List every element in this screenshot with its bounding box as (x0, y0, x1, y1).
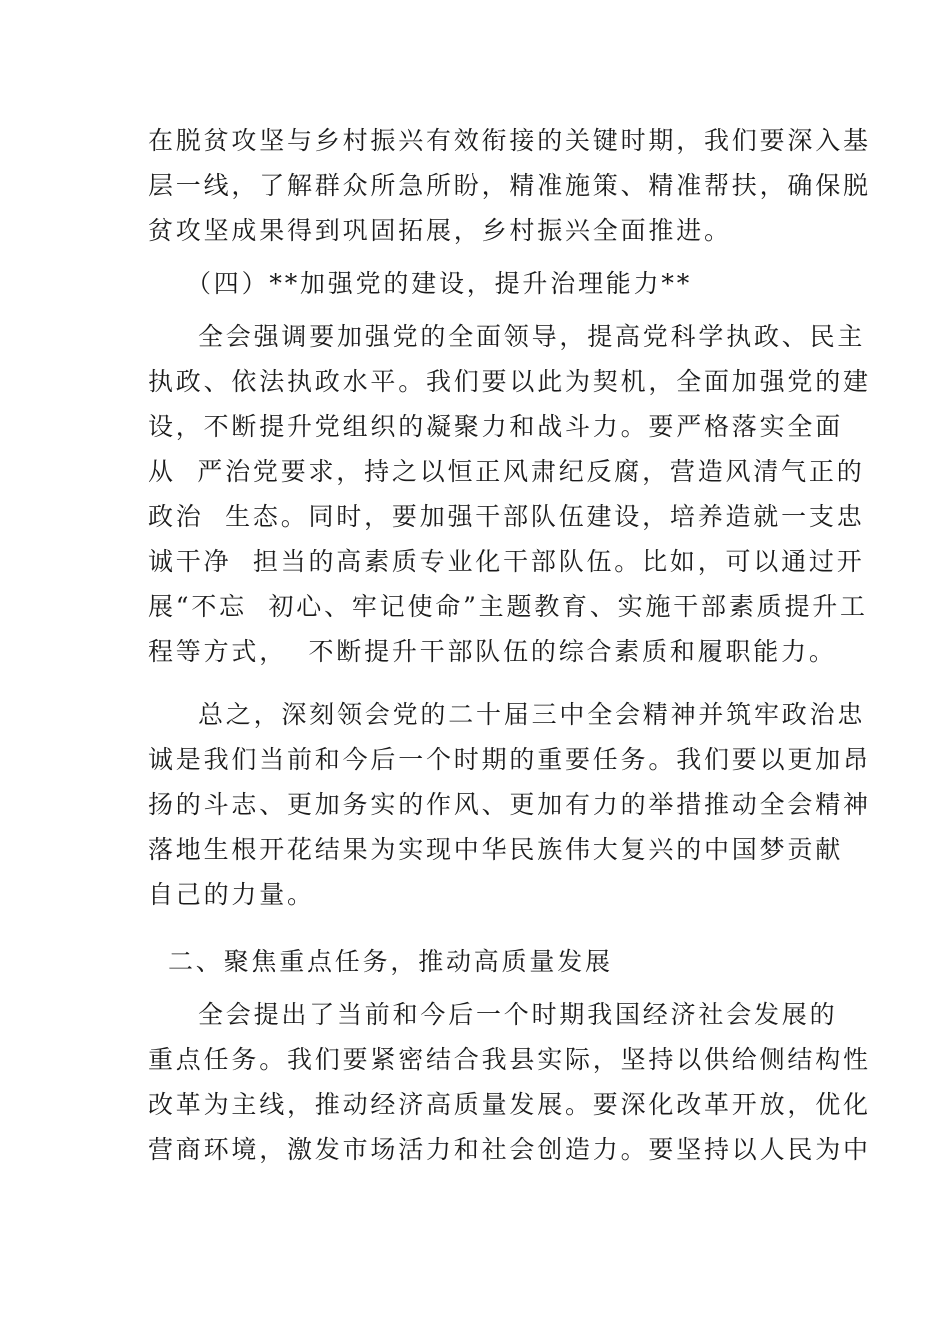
section-heading (148, 939, 804, 984)
text-line: 扬的斗志、更加务实的作风、更加有力的举措推动全会精神 (148, 790, 871, 819)
text-line: 营商环境，激发市场活力和社会创造力。要坚持以人民为中 (148, 1135, 871, 1164)
paragraph (148, 692, 871, 917)
paragraph (148, 992, 871, 1172)
heading-line: 二、聚焦重点任务，推动高质量发展 (168, 947, 613, 976)
text-line: 全会提出了当前和今后一个时期我国经济社会发展的 (198, 1000, 838, 1029)
text-line: 执政、依法执政水平。我们要以此为契机，全面加强党的建 (148, 367, 871, 396)
text-line: 程等方式， 不断提升干部队伍的综合素质和履职能力。 (148, 637, 837, 666)
section-heading (148, 261, 804, 306)
paragraph (148, 314, 871, 674)
text-line: 全会强调要加强党的全面领导，提高党科学执政、民主 (198, 322, 866, 351)
text-line: 层一线，了解群众所急所盼，精准施策、精准帮扶，确保脱 (148, 171, 871, 200)
text-line: 改革为主线，推动经济高质量发展。要深化改革开放，优化 (148, 1090, 871, 1119)
text-line: 诚是我们当前和今后一个时期的重要任务。我们要以更加昂 (148, 745, 871, 774)
text-line: 重点任务。我们要紧密结合我县实际，坚持以供给侧结构性 (148, 1045, 871, 1074)
text-line: 从 严治党要求，持之以恒正风肃纪反腐，营造风清气正的 (148, 457, 865, 486)
text-line: 展“不忘 初心、牢记使命”主题教育、实施干部素质提升工 (148, 592, 868, 621)
paragraph (148, 118, 871, 253)
text-line: 设，不断提升党组织的凝聚力和战斗力。要严格落实全面 (148, 412, 844, 441)
text-line: 诚干净 担当的高素质专业化干部队伍。比如，可以通过开 (148, 547, 865, 576)
text-line: 自己的力量。 (148, 880, 315, 909)
text-line: 总之，深刻领会党的二十届三中全会精神并筑牢政治忠 (198, 700, 866, 729)
document-body (148, 118, 871, 1172)
text-line: 贫攻坚成果得到巩固拓展，乡村振兴全面推进。 (148, 216, 732, 245)
text-line: 落地生根开花结果为实现中华民族伟大复兴的中国梦贡献 (148, 835, 844, 864)
text-line: 政治 生态。同时，要加强干部队伍建设，培养造就一支忠 (148, 502, 865, 531)
text-line: 在脱贫攻坚与乡村振兴有效衔接的关键时期，我们要深入基 (148, 126, 871, 155)
heading-line: （四）**加强党的建设，提升治理能力** (186, 269, 693, 298)
